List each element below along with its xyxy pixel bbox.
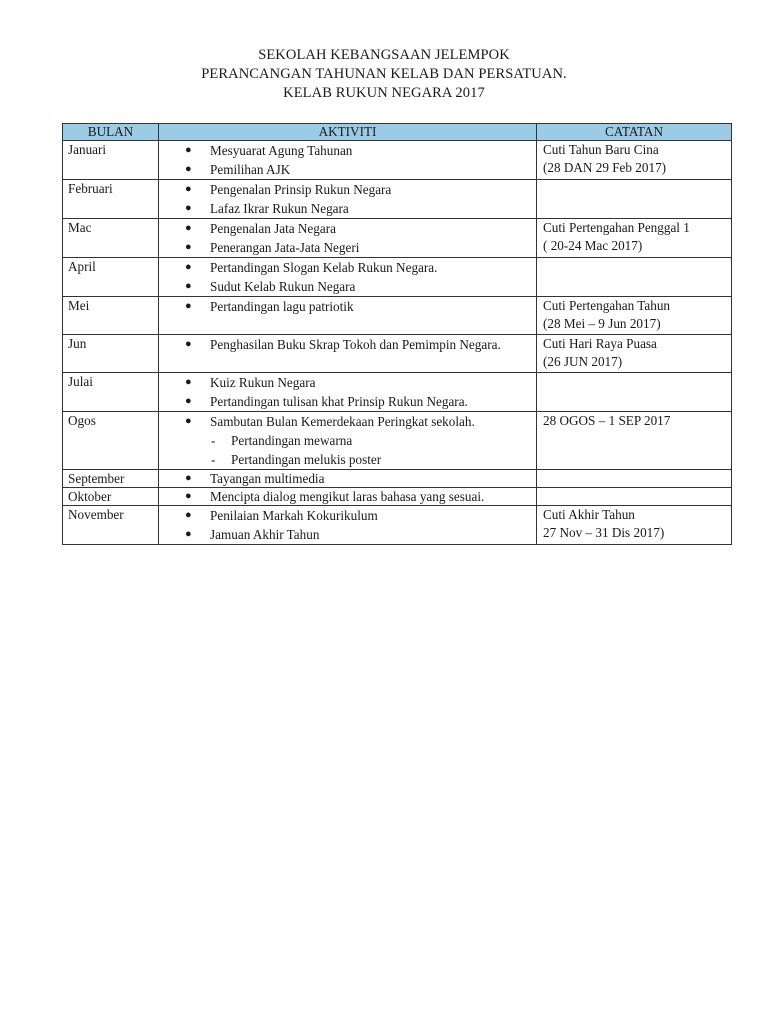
notes-cell bbox=[537, 141, 732, 180]
column-header-bulan: BULAN bbox=[63, 124, 159, 141]
month-cell: Jun bbox=[63, 335, 159, 373]
note-line: Cuti Hari Raya Puasa bbox=[543, 336, 657, 351]
bullet-icon: ● bbox=[185, 395, 192, 407]
note-line: Cuti Pertengahan Tahun bbox=[543, 298, 671, 313]
table-row bbox=[63, 180, 732, 219]
table-row bbox=[63, 412, 732, 470]
notes-cell bbox=[537, 488, 732, 506]
bullet-icon: ● bbox=[185, 415, 192, 427]
bullet-icon: ● bbox=[185, 376, 192, 388]
table-row bbox=[63, 141, 732, 180]
activity-item: ● Pengenalan Jata Negara bbox=[185, 221, 336, 236]
dash-icon: - bbox=[211, 452, 216, 467]
bullet-icon: ● bbox=[185, 472, 192, 484]
table-row bbox=[63, 506, 732, 545]
notes-cell bbox=[537, 470, 732, 488]
bullet-icon: ● bbox=[185, 280, 192, 292]
month-cell: Ogos bbox=[63, 412, 159, 470]
note-line: Cuti Pertengahan Penggal 1 bbox=[543, 220, 690, 235]
month-cell: April bbox=[63, 258, 159, 297]
activity-item: ● Pertandingan Slogan Kelab Rukun Negara. bbox=[185, 260, 438, 275]
table-row bbox=[63, 219, 732, 258]
activities-cell bbox=[159, 180, 537, 219]
month-cell: September bbox=[63, 470, 159, 488]
bullet-icon: ● bbox=[185, 300, 192, 312]
notes-cell bbox=[537, 373, 732, 412]
month-cell: November bbox=[63, 506, 159, 545]
activity-item: ● Penghasilan Buku Skrap Tokoh dan Pemimpin Negara. bbox=[185, 337, 501, 352]
activities-cell bbox=[159, 219, 537, 258]
note-line: ( 20-24 Mac 2017) bbox=[543, 238, 643, 253]
bullet-icon: ● bbox=[185, 163, 192, 175]
activity-item: ● Pengenalan Prinsip Rukun Negara bbox=[185, 182, 392, 197]
month-cell: Julai bbox=[63, 373, 159, 412]
activity-item: ● Pemilihan AJK bbox=[185, 162, 291, 177]
activity-item: ● Mesyuarat Agung Tahunan bbox=[185, 143, 353, 158]
activity-item: ● Pertandingan tulisan khat Prinsip Rukun Negara. bbox=[185, 394, 468, 409]
activities-cell bbox=[159, 258, 537, 297]
activities-cell bbox=[159, 488, 537, 506]
note-line: (26 JUN 2017) bbox=[543, 354, 623, 369]
notes-cell bbox=[537, 258, 732, 297]
activity-item: ● Mencipta dialog mengikut laras bahasa yang sesuai. bbox=[185, 489, 485, 504]
note-line: Cuti Akhir Tahun bbox=[543, 507, 635, 522]
table-row bbox=[63, 373, 732, 412]
bullet-icon: ● bbox=[185, 528, 192, 540]
bullet-icon: ● bbox=[185, 509, 192, 521]
note-line: 28 OGOS – 1 SEP 2017 bbox=[543, 413, 671, 428]
activity-item: ● Penilaian Markah Kokurikulum bbox=[185, 508, 378, 523]
activity-item: ● Sudut Kelab Rukun Negara bbox=[185, 279, 356, 294]
notes-cell bbox=[537, 297, 732, 335]
activity-item: ● Sambutan Bulan Kemerdekaan Peringkat sekolah. bbox=[185, 414, 475, 429]
notes-cell bbox=[537, 180, 732, 219]
activity-item: ● Penerangan Jata-Jata Negeri bbox=[185, 240, 360, 255]
dash-icon: - bbox=[211, 433, 216, 448]
note-line: (28 DAN 29 Feb 2017) bbox=[543, 160, 667, 175]
table-row bbox=[63, 335, 732, 373]
month-cell: Oktober bbox=[63, 488, 159, 506]
activities-cell bbox=[159, 470, 537, 488]
bullet-icon: ● bbox=[185, 241, 192, 253]
month-cell: Mac bbox=[63, 219, 159, 258]
bullet-icon: ● bbox=[185, 261, 192, 273]
table-row bbox=[63, 258, 732, 297]
notes-cell bbox=[537, 506, 732, 545]
sub-activity-item: - Pertandingan melukis poster bbox=[211, 452, 382, 467]
activity-item: ● Tayangan multimedia bbox=[185, 471, 325, 486]
month-cell: Februari bbox=[63, 180, 159, 219]
club-title: KELAB RUKUN NEGARA 2017 bbox=[283, 85, 485, 101]
bullet-icon: ● bbox=[185, 183, 192, 195]
month-cell: Mei bbox=[63, 297, 159, 335]
table-header-row bbox=[63, 124, 732, 141]
activity-item: ● Jamuan Akhir Tahun bbox=[185, 527, 320, 542]
activity-item: ● Lafaz Ikrar Rukun Negara bbox=[185, 201, 349, 216]
notes-cell bbox=[537, 219, 732, 258]
table-row bbox=[63, 470, 732, 488]
note-line: Cuti Tahun Baru Cina bbox=[543, 142, 659, 157]
bullet-icon: ● bbox=[185, 490, 192, 502]
column-header-catatan: CATATAN bbox=[537, 124, 732, 141]
notes-cell bbox=[537, 335, 732, 373]
column-header-aktiviti: AKTIVITI bbox=[159, 124, 537, 141]
activities-cell bbox=[159, 141, 537, 180]
note-line: (28 Mei – 9 Jun 2017) bbox=[543, 316, 661, 331]
school-name: SEKOLAH KEBANGSAAN JELEMPOK bbox=[258, 47, 510, 63]
activities-cell bbox=[159, 297, 537, 335]
month-cell: Januari bbox=[63, 141, 159, 180]
document-heading bbox=[0, 46, 768, 103]
activities-cell bbox=[159, 412, 537, 470]
bullet-icon: ● bbox=[185, 338, 192, 350]
activity-item: ● Kuiz Rukun Negara bbox=[185, 375, 316, 390]
table-row bbox=[63, 488, 732, 506]
activities-cell bbox=[159, 335, 537, 373]
note-line: 27 Nov – 31 Dis 2017) bbox=[543, 525, 665, 540]
sub-activity-item: - Pertandingan mewarna bbox=[211, 433, 353, 448]
activities-cell bbox=[159, 373, 537, 412]
activities-cell bbox=[159, 506, 537, 545]
activity-item: ● Pertandingan lagu patriotik bbox=[185, 299, 354, 314]
bullet-icon: ● bbox=[185, 222, 192, 234]
table-row bbox=[63, 297, 732, 335]
bullet-icon: ● bbox=[185, 144, 192, 156]
bullet-icon: ● bbox=[185, 202, 192, 214]
notes-cell bbox=[537, 412, 732, 470]
activity-plan-table bbox=[62, 123, 732, 545]
plan-title: PERANCANGAN TAHUNAN KELAB DAN PERSATUAN. bbox=[201, 66, 567, 82]
